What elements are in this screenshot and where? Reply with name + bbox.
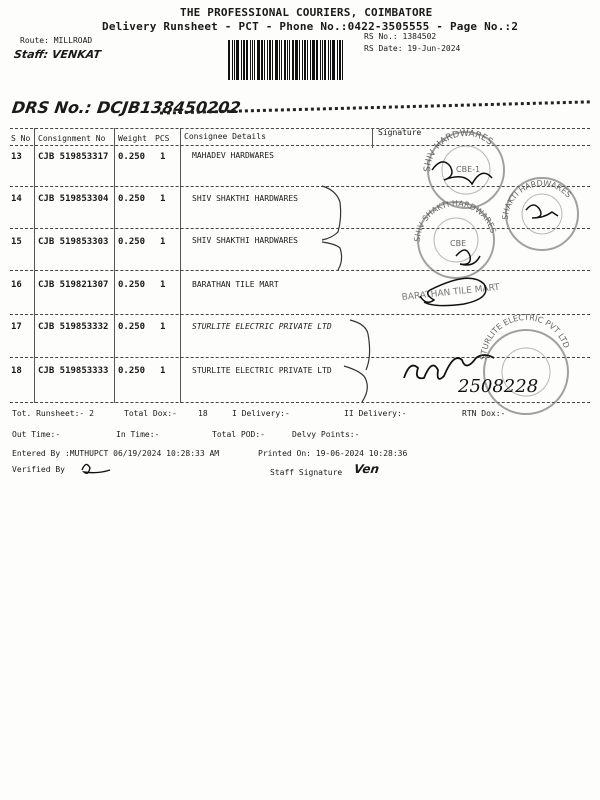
runsheet-subtitle: Delivery Runsheet - PCT - Phone No.:0422-3505555 - Page No.:2 <box>102 20 519 33</box>
row-consignee: STURLITE ELECTRIC PRIVATE LTD <box>192 366 332 375</box>
ii-delivery: II Delivery:- <box>344 409 407 418</box>
printed-on: Printed On: 19-06-2024 10:28:36 <box>258 449 408 458</box>
row-consignee: MAHADEV HARDWARES <box>192 151 274 160</box>
rs-number: RS No.: 1384502 <box>364 32 437 41</box>
row-consignee: SHIV SHAKTHI HARDWARES <box>192 236 298 245</box>
rtn-dox: RTN Dox:- <box>462 409 506 418</box>
row-weight: 0.250 <box>118 366 146 376</box>
row-consignee: SHIV SHAKTHI HARDWARES <box>192 194 298 203</box>
row-consignment: CJB 519853303 <box>38 237 109 247</box>
in-time: In Time:- <box>116 430 160 439</box>
staff-label: Staff: VENKAT <box>13 48 102 61</box>
i-delivery: I Delivery:- <box>232 409 290 418</box>
row-consignment: CJB 519821307 <box>38 280 109 290</box>
col-header-consignment: Consignment No <box>38 134 106 143</box>
row-consignment: CJB 519853304 <box>38 194 109 204</box>
row-weight: 0.250 <box>118 237 146 247</box>
total-dox-label: Total Dox:- <box>124 409 177 418</box>
stamp-text: SHIV HARDWARES <box>422 128 495 173</box>
row-weight: 0.250 <box>118 280 146 290</box>
row-pcs: 1 <box>160 152 166 162</box>
col-header-weight: Weight <box>118 134 147 143</box>
row-consignee: BARATHAN TILE MART <box>192 280 279 289</box>
col-header-pcs: PCS <box>155 134 170 143</box>
stamp-text: SHAKTI HARDWARES <box>500 178 574 221</box>
row-weight: 0.250 <box>118 322 146 332</box>
total-dox-count: 18 <box>198 409 208 418</box>
row-pcs: 1 <box>160 322 166 332</box>
row-pcs: 1 <box>160 366 166 376</box>
row-weight: 0.250 <box>118 152 146 162</box>
row-pcs: 1 <box>160 194 166 204</box>
total-runsheet: Tot. Runsheet:- 2 <box>12 409 94 418</box>
col-header-signature: Signature <box>378 128 422 137</box>
stamp-text: BARATHAN TILE MART <box>401 282 501 303</box>
row-sno: 16 <box>11 280 22 290</box>
row-sno: 18 <box>11 366 22 376</box>
row-weight: 0.250 <box>118 194 146 204</box>
verified-by-label: Verified By <box>12 465 65 474</box>
row-sno: 13 <box>11 152 22 162</box>
stamp-text: CBE <box>450 239 467 248</box>
total-pod: Total POD:- <box>212 430 265 439</box>
delvy-points: Delvy Points:- <box>292 430 360 439</box>
row-consignment: CJB 519853332 <box>38 322 109 332</box>
company-title: THE PROFESSIONAL COURIERS, COIMBATORE <box>180 6 433 19</box>
handwritten-phone-number: 2508228 <box>458 376 539 397</box>
stamp-text: SHIV SHAKTI HARDWARES <box>412 198 498 243</box>
row-sno: 15 <box>11 237 22 247</box>
row-sno: 14 <box>11 194 22 204</box>
staff-signature-label: Staff Signature <box>270 468 343 477</box>
col-header-sno: S No <box>11 134 31 143</box>
drs-number: DRS No.: DCJB138450202 <box>10 98 242 117</box>
stamp-text: CBE-1 <box>456 165 481 174</box>
route-label: Route: MILLROAD <box>20 36 93 45</box>
row-sno: 17 <box>11 322 22 332</box>
row-consignment: CJB 519853333 <box>38 366 109 376</box>
col-header-consignee: Consignee Details <box>184 132 266 141</box>
staff-signature-mark: Ven <box>353 462 381 476</box>
row-consignment: CJB 519853317 <box>38 152 109 162</box>
row-pcs: 1 <box>160 280 166 290</box>
stamp-text: STURLITE ELECTRIC PVT LTD <box>478 312 572 361</box>
rs-date: RS Date: 19-Jun-2024 <box>364 44 461 53</box>
row-pcs: 1 <box>160 237 166 247</box>
entered-by: Entered By :MUTHUPCT 06/19/2024 10:28:33 AM <box>12 449 220 458</box>
out-time: Out Time:- <box>12 430 61 439</box>
row-consignee: STURLITE ELECTRIC PRIVATE LTD <box>192 322 332 331</box>
